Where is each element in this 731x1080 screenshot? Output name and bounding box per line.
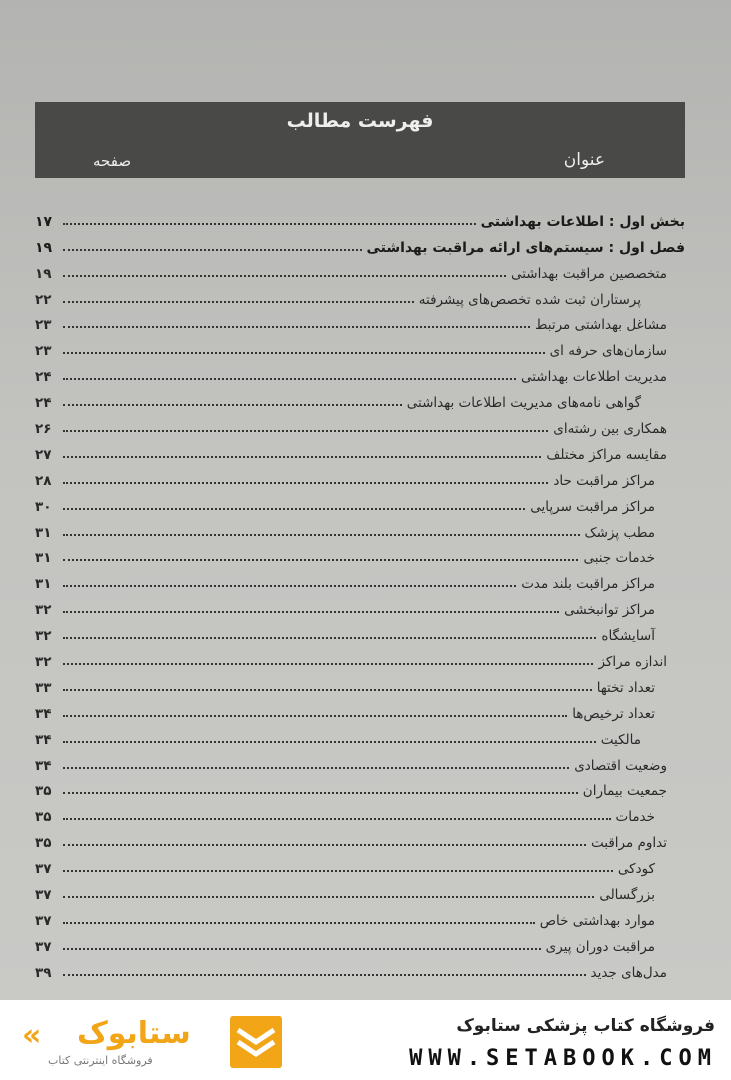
store-footer-banner [0, 1000, 731, 1080]
toc-entry-page: ۲۳ [35, 343, 52, 360]
toc-entry [35, 463, 685, 489]
dot-leader [63, 534, 580, 536]
toc-entry [35, 670, 685, 696]
dot-leader [63, 456, 541, 458]
dot-leader [63, 249, 362, 251]
dot-leader [63, 508, 525, 510]
toc-entry-title: تعداد ترخیص‌ها [572, 705, 655, 722]
toc-entry-page: ۳۱ [35, 576, 52, 593]
toc-entry-title: مراکز مراقبت بلند مدت [521, 576, 655, 593]
toc-entry [35, 230, 685, 256]
toc-entry [35, 696, 685, 722]
toc-entry [35, 515, 685, 541]
dot-leader [63, 352, 545, 354]
dot-leader [63, 974, 586, 976]
toc-entry-title: سازمان‌های حرفه ای [549, 343, 667, 360]
logo-subtitle: فروشگاه اینترنتی کتاب [48, 1054, 153, 1067]
dot-leader [63, 637, 596, 639]
stacked-chevrons-icon [230, 1016, 282, 1068]
dot-leader [63, 482, 548, 484]
toc-entry-title: مالکیت [600, 731, 641, 748]
toc-entry [35, 385, 685, 411]
toc-entry-title: مراکز مراقبت حاد [553, 472, 655, 489]
dot-leader [63, 715, 567, 717]
dot-leader [63, 792, 578, 794]
toc-entry [35, 748, 685, 774]
toc-entry [35, 333, 685, 359]
toc-entry-title: خدمات جنبی [583, 550, 655, 567]
toc-entry [35, 566, 685, 592]
toc-entry [35, 799, 685, 825]
dot-leader [63, 741, 596, 743]
toc-entry-page: ۳۵ [35, 783, 52, 800]
toc-entry [35, 851, 685, 877]
toc-entry-page: ۳۷ [35, 861, 52, 878]
toc-list [35, 204, 685, 981]
toc-entry [35, 929, 685, 955]
toc-entry [35, 541, 685, 567]
dot-leader [63, 870, 613, 872]
toc-entry-page: ۳۴ [35, 731, 52, 748]
dot-leader [63, 223, 476, 225]
toc-entry [35, 877, 685, 903]
toc-entry-page: ۳۱ [35, 550, 52, 567]
store-logo[interactable] [22, 1016, 282, 1072]
column-title-label: عنوان [563, 150, 605, 170]
toc-entry-title: موارد بهداشتی خاص [539, 912, 655, 929]
toc-entry-title: وضعیت اقتصادی [574, 757, 667, 774]
toc-entry-title: مراکز توانبخشی [564, 602, 655, 619]
dot-leader [63, 430, 548, 432]
toc-entry-title: آسایشگاه [601, 628, 655, 645]
toc-entry-title: متخصصین مراقبت بهداشتی [510, 265, 667, 282]
toc-entry [35, 774, 685, 800]
toc-entry [35, 411, 685, 437]
store-name: فروشگاه کتاب پزشکی ستابوک [456, 1016, 715, 1036]
toc-entry [35, 437, 685, 463]
toc-header-bar [35, 102, 685, 178]
toc-entry-title: تداوم مراقبت [591, 835, 667, 852]
toc-entry-page: ۳۴ [35, 757, 52, 774]
dot-leader [63, 301, 414, 303]
toc-entry-title: فصل اول : سیستم‌های ارائه مراقبت بهداشتی [366, 239, 685, 256]
toc-entry [35, 903, 685, 929]
dot-leader [63, 326, 530, 328]
toc-entry-page: ۱۹ [35, 239, 53, 256]
toc-entry-page: ۱۷ [35, 213, 53, 230]
dot-leader [63, 922, 535, 924]
toc-entry-title: بزرگسالی [599, 887, 655, 904]
toc-entry-title: مدل‌های جدید [590, 964, 667, 981]
toc-entry [35, 282, 685, 308]
toc-entry [35, 256, 685, 282]
toc-entry-page: ۳۲ [35, 654, 52, 671]
logo-wordmark: ستابوک [77, 1016, 191, 1051]
toc-entry-title: مراقبت دوران پیری [545, 938, 655, 955]
toc-entry-title: مدیریت اطلاعات بهداشتی [520, 369, 667, 386]
toc-entry-page: ۳۹ [35, 964, 52, 981]
toc-entry-title: مطب پزشک [584, 524, 655, 541]
dot-leader [63, 585, 516, 587]
toc-entry-page: ۲۴ [35, 369, 52, 386]
toc-entry-page: ۲۶ [35, 421, 52, 438]
dot-leader [63, 275, 506, 277]
toc-entry-page: ۳۷ [35, 887, 52, 904]
toc-title: فهرست مطالب [286, 110, 434, 132]
toc-entry-page: ۳۵ [35, 809, 52, 826]
toc-entry [35, 644, 685, 670]
toc-entry-page: ۳۱ [35, 524, 52, 541]
toc-entry [35, 308, 685, 334]
toc-entry-page: ۳۵ [35, 835, 52, 852]
toc-entry [35, 955, 685, 981]
toc-entry-page: ۳۲ [35, 628, 52, 645]
dot-leader [63, 404, 402, 406]
toc-entry-page: ۳۳ [35, 679, 52, 696]
column-page-label: صفحه [93, 152, 132, 170]
toc-entry-title: مشاغل بهداشتی مرتبط [534, 317, 667, 334]
toc-entry-page: ۲۴ [35, 395, 52, 412]
dot-leader [63, 767, 569, 769]
toc-entry-page: ۳۰ [35, 498, 52, 515]
dot-leader [63, 818, 611, 820]
dot-leader [63, 948, 541, 950]
dot-leader [63, 559, 578, 561]
toc-entry [35, 489, 685, 515]
toc-entry [35, 722, 685, 748]
toc-entry-page: ۲۸ [35, 472, 52, 489]
toc-entry-title: اندازه مراکز [598, 654, 667, 671]
toc-entry [35, 825, 685, 851]
toc-entry-title: بخش اول : اطلاعات بهداشتی [480, 213, 685, 230]
toc-entry-page: ۲۳ [35, 317, 52, 334]
toc-entry-page: ۲۷ [35, 446, 52, 463]
toc-entry-title: پرستاران ثبت شده تخصص‌های پیشرفته [418, 291, 641, 308]
double-chevron-icon: « [22, 1018, 42, 1053]
toc-entry-page: ۳۷ [35, 938, 52, 955]
dot-leader [63, 378, 516, 380]
dot-leader [63, 689, 592, 691]
dot-leader [63, 611, 559, 613]
toc-entry-title: مقایسه مراکز مختلف [546, 446, 667, 463]
toc-entry-page: ۳۴ [35, 705, 52, 722]
dot-leader [63, 896, 594, 898]
toc-entry [35, 618, 685, 644]
toc-entry-title: خدمات [615, 809, 655, 826]
dot-leader [63, 663, 593, 665]
toc-entry [35, 204, 685, 230]
toc-entry [35, 592, 685, 618]
toc-entry-page: ۱۹ [35, 265, 52, 282]
toc-entry-title: همکاری بین رشته‌ای [553, 421, 667, 438]
toc-entry [35, 359, 685, 385]
toc-entry-page: ۳۷ [35, 912, 52, 929]
toc-entry-page: ۲۲ [35, 291, 52, 308]
toc-entry-page: ۳۲ [35, 602, 52, 619]
toc-entry-title: کودکی [617, 861, 655, 878]
toc-entry-title: مراکز مراقبت سرپایی [530, 498, 655, 515]
dot-leader [63, 844, 586, 846]
store-url[interactable]: WWW.SETABOOK.COM [409, 1046, 717, 1071]
toc-entry-title: تعداد تختها [596, 679, 655, 696]
toc-entry-title: گواهی نامه‌های مدیریت اطلاعات بهداشتی [406, 395, 641, 412]
toc-entry-title: جمعیت بیماران [582, 783, 667, 800]
